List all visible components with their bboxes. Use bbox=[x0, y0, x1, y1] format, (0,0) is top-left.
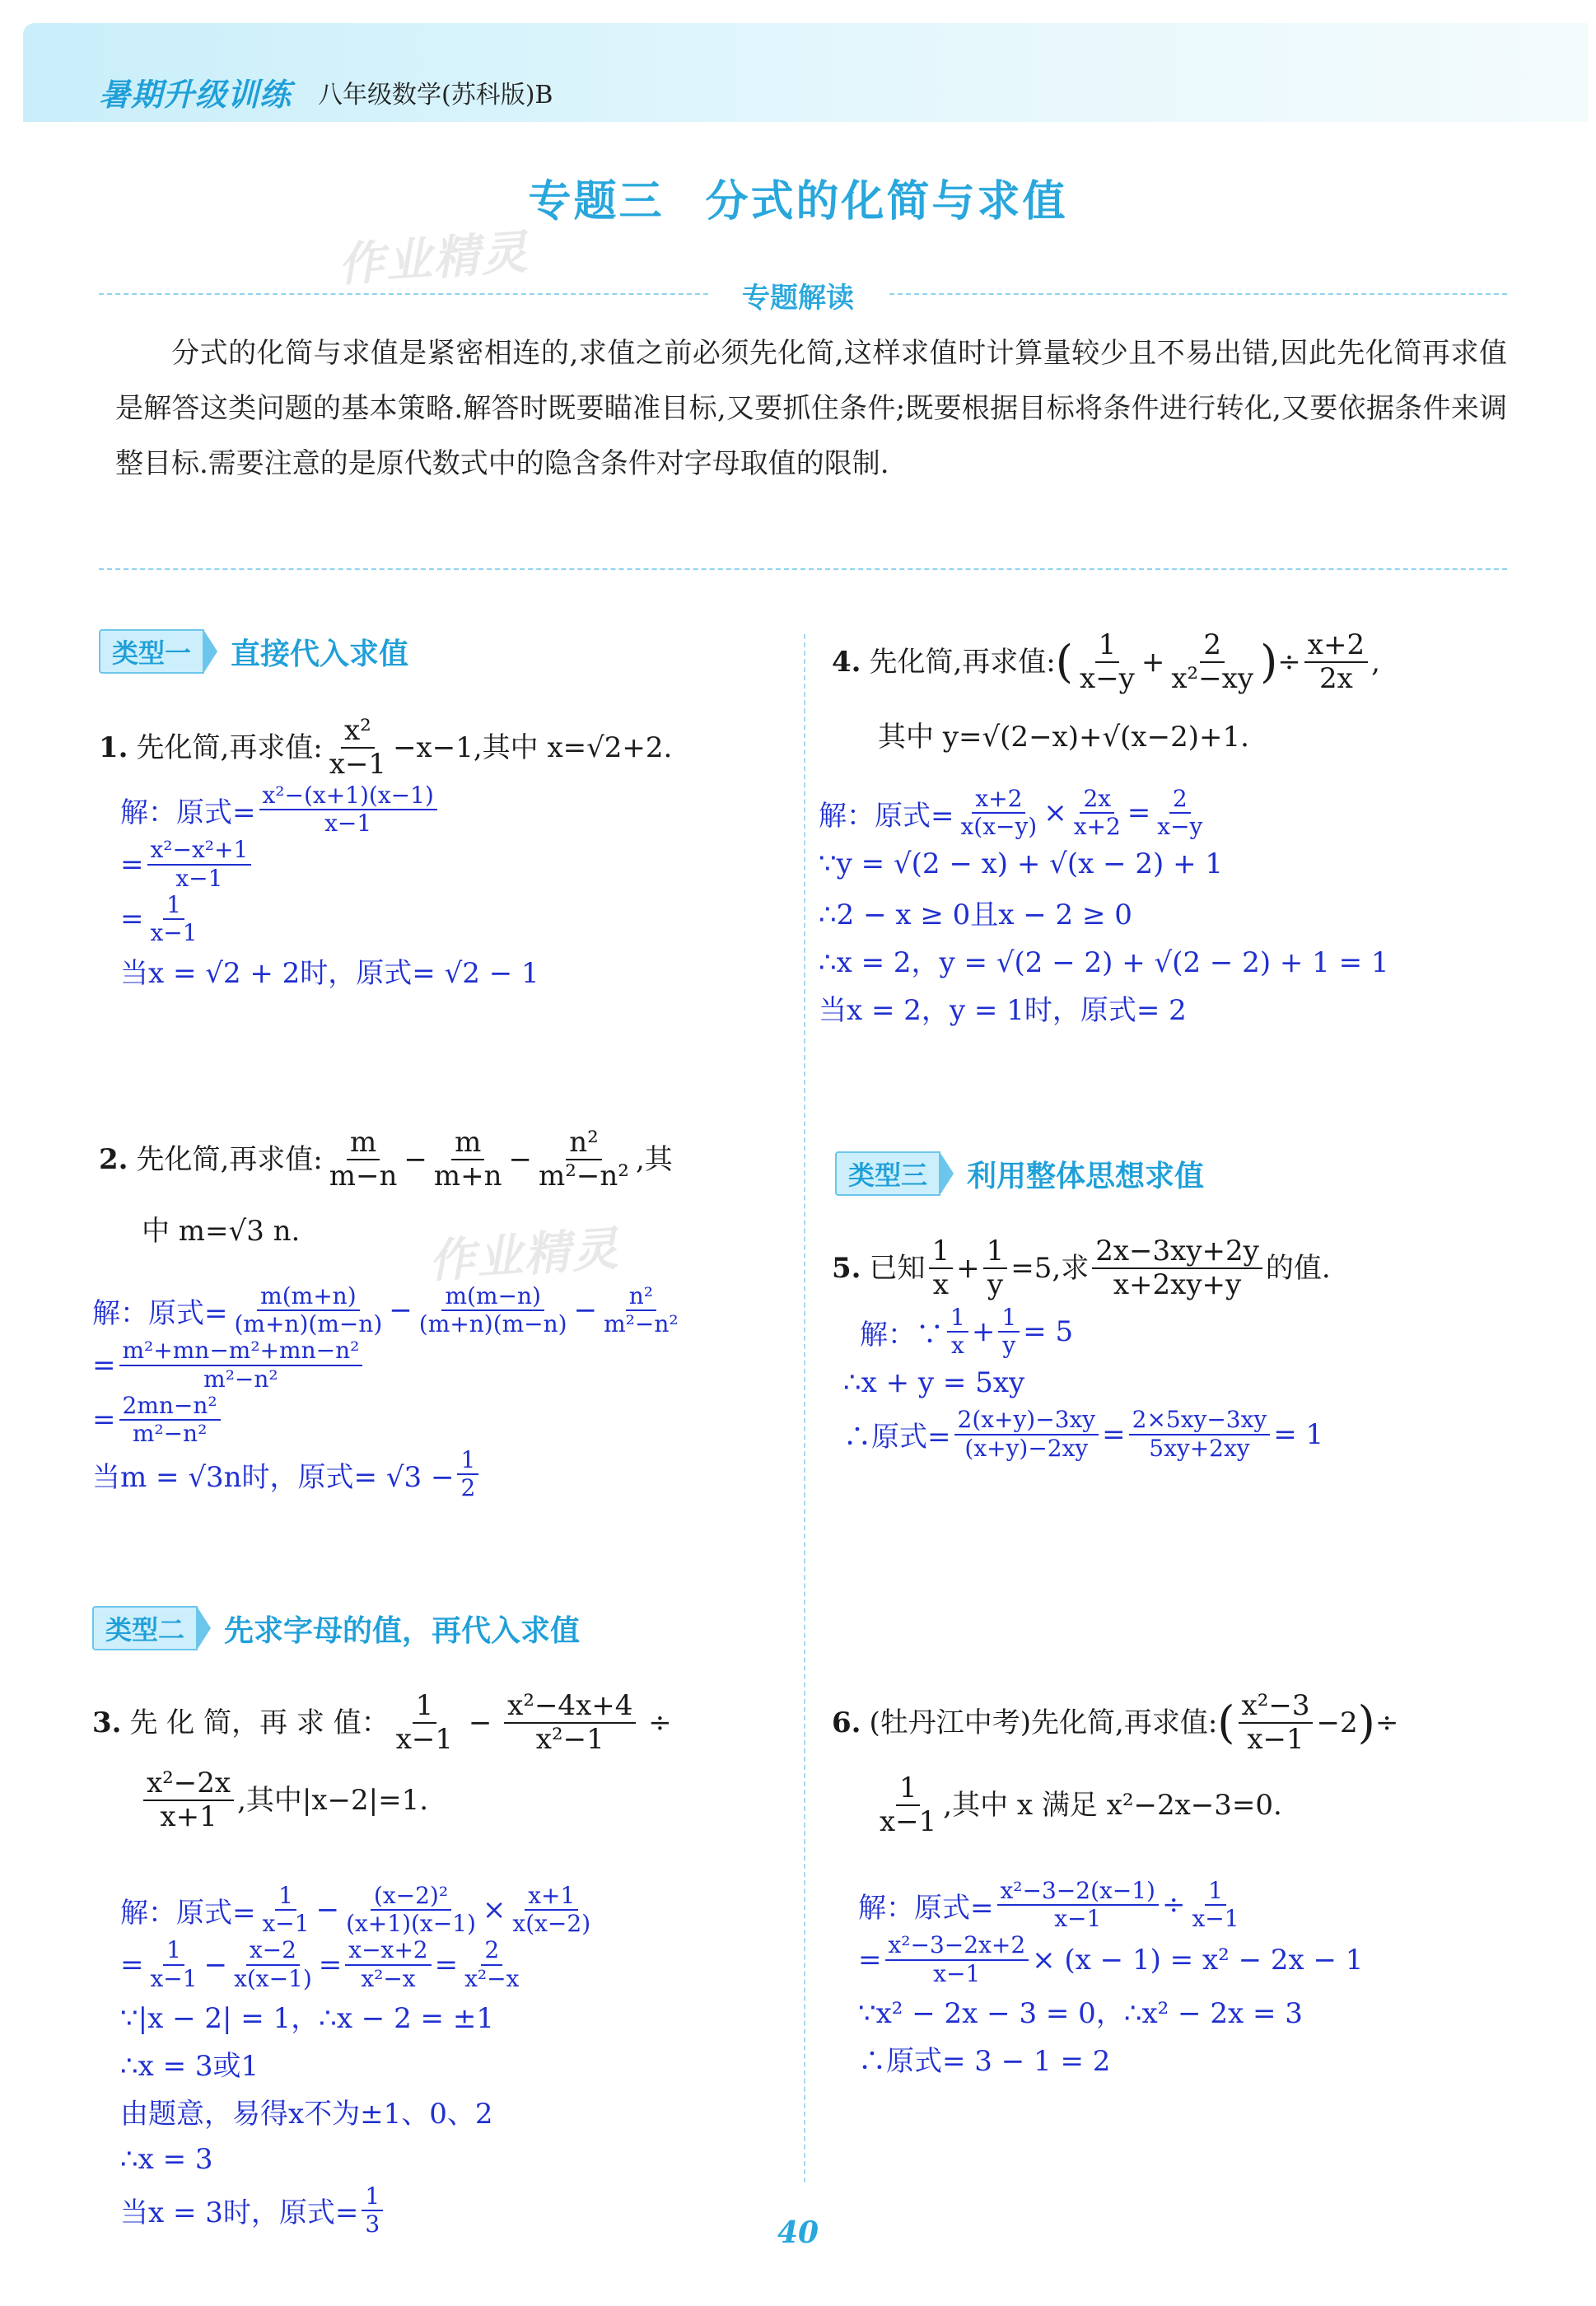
fraction: $\frac{1}{x-1}$ bbox=[395, 1689, 454, 1757]
divider bbox=[99, 568, 1507, 570]
solution-3: 解：原式= $\frac{1}{x-1}$ − $\frac{\text{(x−2)²}}{(x+1)(x-1)}$ × $\frac{x+1}{x(x-2)}$ = $\frac{1}{x-1}$ − $\frac{x-2}{x(x-1)}$ = $\frac{x-x+2}{\text{x²−x}}$ = $\frac{2}{\text{x²−x}}$ ∵|x − 2| = 1，∴x − 2 = ±1 ∴x = 3或1 由题意，易得x不为±1、0、2 ∴x = 3 当x = 3时，原式= $\frac{1}{3}$ bbox=[120, 1883, 597, 2238]
solution-step: ∴x = 3 bbox=[120, 2142, 213, 2176]
fraction: $\frac{m}{m+n}$ bbox=[433, 1126, 502, 1193]
fraction: $\frac{m(m-n)}{(m+n)(m-n)}$ bbox=[418, 1282, 567, 1338]
solution-step: ∴x + y = 5xy bbox=[843, 1366, 1025, 1400]
fraction: $\frac{1}{x-1}$ bbox=[150, 890, 198, 946]
solution-result: 当x = √2 + 2时，原式= √2 − 1 bbox=[120, 956, 539, 990]
type-label: 类型二 bbox=[92, 1606, 198, 1650]
type-label: 类型三 bbox=[835, 1151, 940, 1196]
watermark: 作业精灵 bbox=[336, 225, 531, 293]
problem-number: 4. bbox=[832, 646, 861, 679]
problem-5: 5. 已知 $\frac{1}{x}$ + $\frac{1}{y}$ =5,求 $\frac{2x-3xy+2y}{x+2xy+y}$ 的值. bbox=[832, 1235, 1331, 1302]
fraction: $\frac{\text{x²−(x+1)(x−1)}}{x-1}$ bbox=[259, 782, 437, 837]
problem-6: 6. (牡丹江中考)先化简,再求值: ( $\frac{\text{x²−3}}{x-1}$ −2 ) ÷ $\frac{1}{x-1}$ ,其中 x 满足 x²−2x−3=0. bbox=[832, 1689, 1399, 1839]
problem-stem: (牡丹江中考)先化简,再求值: bbox=[869, 1706, 1218, 1740]
solution-2: 解：原式= $\frac{m(m+n)}{(m+n)(m-n)}$ − $\frac{m(m-n)}{(m+n)(m-n)}$ − $\frac{\text{n²}}{\text{m²−n²}}$ = $\frac{\text{m²+mn−m²+mn−n²}}{\text{m²−n²}}$ = $\frac{\text{2mn−n²}}{\text{m²−n²}}$ 当m = √3n时，原式= √3 − $\frac{1}{2}$ bbox=[92, 1283, 685, 1502]
type-tag-1 bbox=[99, 629, 408, 674]
problem-stem: 已知 bbox=[869, 1252, 926, 1286]
fraction: $\frac{m(m+n)}{(m+n)(m-n)}$ bbox=[234, 1282, 383, 1338]
problem-number: 3. bbox=[92, 1706, 122, 1740]
type-title: 先求字母的值，再代入求值 bbox=[224, 1613, 581, 1648]
solution-4: 解：原式= $\frac{x+2}{x(x-y)}$ × $\frac{2x}{x+2}$ = $\frac{2}{x-y}$ ∵y = √(2 − x) + √(x − 2) + 1 ∴2 − x ≥ 0且x − 2 ≥ 0 ∴x = 2，y = √(2 − 2) + √(2 − 2) + 1 = 1 当x = 2，y = 1时，原式= 2 bbox=[819, 786, 1389, 1031]
problem-number: 6. bbox=[832, 1706, 861, 1740]
page-number: 40 bbox=[777, 2215, 819, 2250]
chevron-right-icon bbox=[204, 631, 217, 672]
solution-step: ∵x² − 2x − 3 = 0，∴x² − 2x = 3 bbox=[858, 1997, 1303, 2031]
solution-result: 当x = 2，y = 1时，原式= 2 bbox=[819, 993, 1187, 1027]
problem-number: 2. bbox=[99, 1143, 128, 1177]
problem-1 bbox=[99, 715, 672, 781]
fraction: $\frac{\text{x²}}{x-1}$ bbox=[329, 714, 387, 782]
problem-condition: 其中 y=√(2−x)+√(x−2)+1. bbox=[878, 721, 1249, 754]
fraction: $\frac{\text{x²−x²+1}}{x-1}$ bbox=[147, 837, 252, 891]
chevron-right-icon bbox=[940, 1153, 954, 1194]
type-tag-3 bbox=[835, 1151, 1204, 1196]
type-title: 利用整体思想求值 bbox=[967, 1159, 1205, 1193]
problem-condition: ,其中 x 满足 x²−2x−3=0. bbox=[943, 1789, 1282, 1823]
problem-condition: ,其中|x−2|=1. bbox=[237, 1784, 429, 1818]
column-divider bbox=[804, 634, 805, 2182]
solution-result: ∴原式= 3 − 1 = 2 bbox=[858, 2045, 1111, 2079]
section-label: 专题解读 bbox=[742, 282, 854, 315]
topic-name: 分式的化简与求值 bbox=[705, 177, 1068, 226]
solution-lead: 解：原式= bbox=[858, 1891, 994, 1925]
solution-lead: 解：原式= bbox=[92, 1296, 228, 1330]
problem-stem: 先化简,再求值: bbox=[136, 1143, 323, 1177]
page-title bbox=[0, 166, 1596, 228]
problem-3: 3. 先 化 简，再 求 值： $\frac{1}{x-1}$ − $\frac{\text{x²−4x+4}}{\text{x²−1}}$ ÷ $\frac{\text{x²−2x}}{x+1}$ ,其中|x−2|=1. bbox=[92, 1689, 672, 1834]
problem-2: 2. 先化简,再求值: $\frac{m}{m-n}$ − $\frac{m}{m+n}$ − $\frac{\text{n²}}{\text{m²−n²}}$ ,其 中 m=√3 n. bbox=[99, 1127, 673, 1252]
intro-paragraph: 分式的化简与求值是紧密相连的,求值之前必须先化简,这样求值时计算量较少且不易出错,因此先化简再求值是解答这类问题的基本策略.解答时既要瞄准目标,又要抓住条件;既要根据目标将条件进行转化,又要依据条件来调整目标.需要注意的是原代数式中的隐含条件对字母取值的限制. bbox=[115, 337, 1507, 480]
fraction: $\frac{\text{x²−4x+4}}{\text{x²−1}}$ bbox=[504, 1690, 636, 1756]
problem-number: 1. bbox=[99, 731, 128, 765]
problem-condition: 中 m=√3 n. bbox=[142, 1215, 301, 1249]
chevron-right-icon bbox=[198, 1608, 211, 1649]
solution-result: 当x = 3时，原式= bbox=[120, 2196, 359, 2230]
fraction: $\frac{\text{n²}}{\text{m²−n²}}$ bbox=[539, 1126, 629, 1193]
solution-lead: 解：原式= bbox=[120, 796, 256, 829]
type-tag-2 bbox=[92, 1606, 580, 1650]
solution-step: ∴2 − x ≥ 0且x − 2 ≥ 0 bbox=[819, 898, 1132, 931]
fraction: $\frac{\text{n²}}{\text{m²−n²}}$ bbox=[604, 1282, 679, 1338]
fraction: $\frac{\text{x²−2x}}{x+1}$ bbox=[143, 1767, 234, 1833]
problem-4: 4. 先化简,再求值: ( $\frac{1}{x-y}$ + $\frac{2}{\text{x²−xy}}$ ) ÷ $\frac{x+2}{2x}$ , 其中 y=√(2−x)+√(x−2)+1. bbox=[832, 629, 1380, 758]
solution-1: 解：原式= $\frac{\text{x²−(x+1)(x−1)}}{x-1}$ = $\frac{\text{x²−x²+1}}{x-1}$ = $\frac{1}{x-1}$ 当x = √2 + 2时，原式= √2 − 1 bbox=[120, 782, 539, 994]
fraction: $\frac{m}{m-n}$ bbox=[329, 1126, 398, 1193]
solution-step: ∴x = 3或1 bbox=[120, 2050, 259, 2084]
problem-stem-end: 的值. bbox=[1265, 1252, 1331, 1286]
watermark: 作业精灵 bbox=[427, 1221, 622, 1290]
solution-step: 由题意，易得x不为±1、0、2 bbox=[120, 2098, 493, 2131]
brand-logo: 暑期升级训练 bbox=[99, 77, 292, 113]
book-title: 八年级数学(苏科版)B bbox=[318, 81, 553, 110]
solution-5: 解：∵ $\frac{1}{x}$ + $\frac{1}{y}$ = 5 ∴x + y = 5xy ∴原式= $\frac{2(x+y)-3xy}{(x+y)-2xy}$ = $\frac{2\times 5xy-3xy}{5xy+2xy}$ = 1 bbox=[843, 1304, 1324, 1462]
solution-6: 解：原式= $\frac{\text{x²−3−2(x−1)}}{x-1}$ ÷ $\frac{1}{x-1}$ = $\frac{\text{x²−3−2x+2}}{x-1}$ × (x − 1) = x² − 2x − 1 ∵x² − 2x − 3 = 0，∴x² − 2x = 3 ∴原式= 3 − 1 = 2 bbox=[858, 1878, 1363, 2083]
problem-stem-tail: ,其 bbox=[635, 1143, 673, 1177]
fraction: $\frac{\text{m²+mn−m²+mn−n²}}{\text{m²−n²}}$ bbox=[119, 1337, 363, 1392]
solution-result: = 1 bbox=[1273, 1417, 1324, 1451]
problem-stem-mid: =5,求 bbox=[1010, 1252, 1090, 1286]
problem-number: 5. bbox=[832, 1252, 861, 1286]
solution-lead: 解：∵ bbox=[860, 1318, 944, 1351]
solution-result: 当m = √3n时，原式= √3 − bbox=[92, 1460, 455, 1494]
problem-stem: 先 化 简，再 求 值： bbox=[129, 1706, 390, 1740]
solution-step: ∵|x − 2| = 1，∴x − 2 = ±1 bbox=[120, 2002, 494, 2036]
solution-lead: 解：原式= bbox=[120, 1896, 256, 1930]
fraction: $\frac{\text{2mn−n²}}{\text{m²−n²}}$ bbox=[119, 1393, 221, 1447]
problem-stem-tail: −x−1,其中 x=√2+2. bbox=[393, 731, 673, 765]
type-label: 类型一 bbox=[99, 629, 204, 674]
fraction: $\frac{1}{2}$ bbox=[457, 1447, 478, 1501]
topic-number: 专题三 bbox=[528, 177, 665, 226]
solution-step: ∵y = √(2 − x) + √(x − 2) + 1 bbox=[819, 847, 1223, 881]
solution-step: ∴x = 2，y = √(2 − 2) + √(2 − 2) + 1 = 1 bbox=[819, 945, 1389, 979]
problem-stem: 先化简,再求值: bbox=[136, 731, 323, 765]
problem-stem: 先化简,再求值: bbox=[869, 646, 1056, 679]
solution-eq: = 5 bbox=[1023, 1315, 1074, 1349]
type-title: 直接代入求值 bbox=[231, 637, 409, 671]
solution-step: × (x − 1) = x² − 2x − 1 bbox=[1032, 1943, 1364, 1977]
solution-lead: 解：原式= bbox=[819, 799, 954, 833]
solution-lead: ∴原式= bbox=[843, 1421, 951, 1454]
